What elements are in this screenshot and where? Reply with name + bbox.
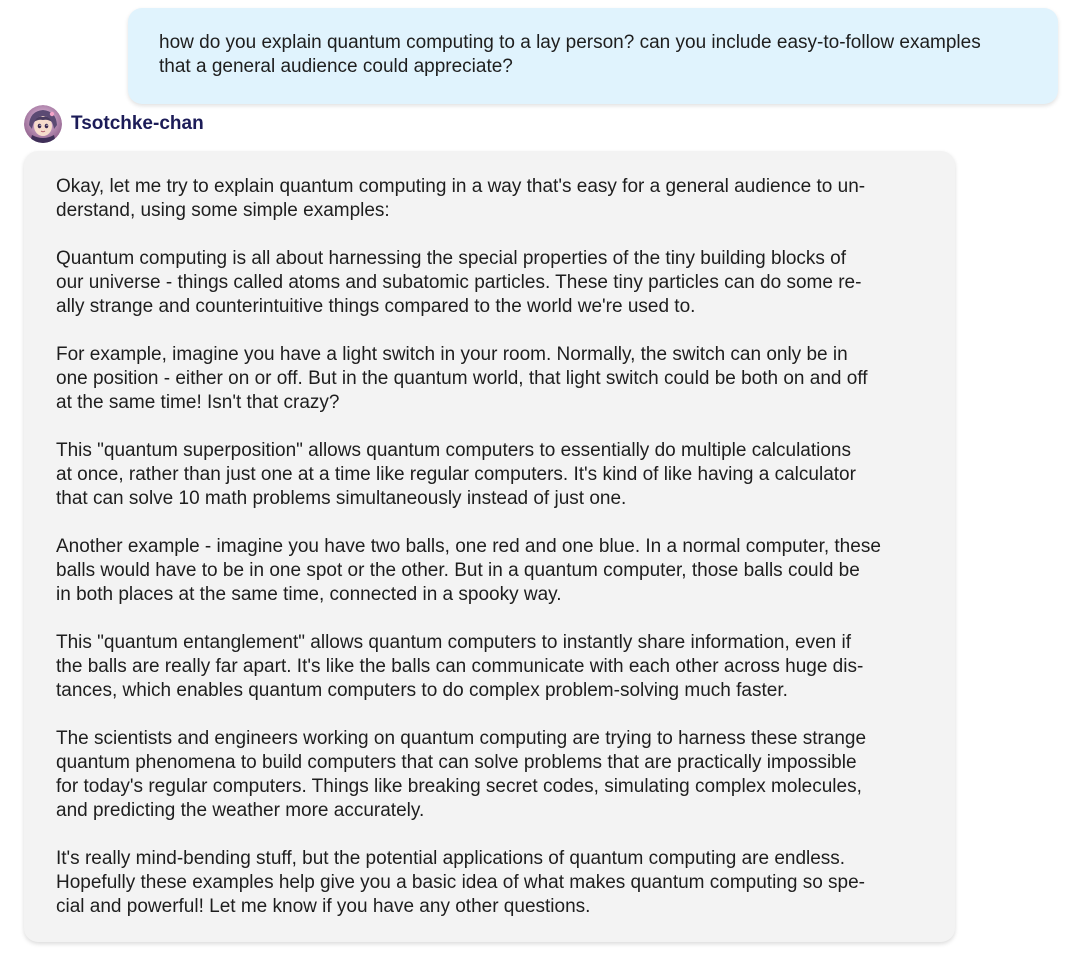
message-line: Hopefully these examples help give you a basic idea of what makes quantum computing so spe- bbox=[56, 872, 866, 893]
message-paragraph bbox=[56, 175, 935, 223]
message-line: Another example - imagine you have two balls, one red and one blue. In a normal computer, these bbox=[56, 536, 881, 557]
message-line: quantum phenomena to build computers that can solve problems that are practically impossible bbox=[56, 752, 857, 773]
message-paragraph bbox=[56, 343, 935, 415]
message-line: at once, rather than just one at a time like regular computers. It's kind of like having a calculator bbox=[56, 464, 856, 485]
user-message-line: how do you explain quantum computing to a lay person? can you include easy-to-follow examples bbox=[159, 32, 981, 53]
message-line: For example, imagine you have a light switch in your room. Normally, the switch can only be in bbox=[56, 344, 848, 365]
message-line: The scientists and engineers working on quantum computing are trying to harness these strange bbox=[56, 728, 867, 749]
message-line: It's really mind-bending stuff, but the potential applications of quantum computing are endless. bbox=[56, 848, 846, 869]
message-line: balls would have to be in one spot or the other. But in a quantum computer, those balls could be bbox=[56, 560, 860, 581]
message-line: and predicting the weather more accurately. bbox=[56, 800, 425, 821]
message-line: at the same time! Isn't that crazy? bbox=[56, 392, 340, 413]
message-line: in both places at the same time, connected in a spooky way. bbox=[56, 584, 562, 605]
message-paragraph bbox=[56, 631, 935, 703]
user-message-line: that a general audience could appreciate? bbox=[159, 56, 513, 77]
message-paragraph bbox=[56, 247, 935, 319]
message-line: Okay, let me try to explain quantum computing in a way that's easy for a general audience to un- bbox=[56, 176, 866, 197]
message-line: cial and powerful! Let me know if you have any other questions. bbox=[56, 896, 591, 917]
message-line: for today's regular computers. Things like breaking secret codes, simulating complex molecules, bbox=[56, 776, 862, 797]
message-line: derstand, using some simple examples: bbox=[56, 200, 390, 221]
bot-header bbox=[24, 104, 204, 144]
avatar-anime-character-icon[interactable] bbox=[24, 105, 62, 143]
bot-message-bubble bbox=[24, 151, 955, 942]
message-line: ally strange and counterintuitive things compared to the world we're used to. bbox=[56, 296, 696, 317]
message-paragraph bbox=[56, 727, 935, 823]
message-line: This "quantum superposition" allows quantum computers to essentially do multiple calculations bbox=[56, 440, 852, 461]
message-line: Quantum computing is all about harnessing the special properties of the tiny building blocks of bbox=[56, 248, 847, 269]
message-line: the balls are really far apart. It's like the balls can communicate with each other across huge dis- bbox=[56, 656, 864, 677]
bot-name[interactable]: Tsotchke-chan bbox=[71, 113, 204, 134]
message-line: our universe - things called atoms and subatomic particles. These tiny particles can do some re- bbox=[56, 272, 862, 293]
message-paragraph bbox=[56, 847, 935, 919]
message-line: This "quantum entanglement" allows quantum computers to instantly share information, even if bbox=[56, 632, 852, 653]
message-line: that can solve 10 math problems simultaneously instead of just one. bbox=[56, 488, 627, 509]
message-paragraph bbox=[56, 535, 935, 607]
user-message-bubble bbox=[128, 8, 1058, 104]
message-paragraph bbox=[56, 439, 935, 511]
message-line: one position - either on or off. But in the quantum world, that light switch could be both on and off bbox=[56, 368, 868, 389]
message-line: tances, which enables quantum computers to do complex problem-solving much faster. bbox=[56, 680, 788, 701]
